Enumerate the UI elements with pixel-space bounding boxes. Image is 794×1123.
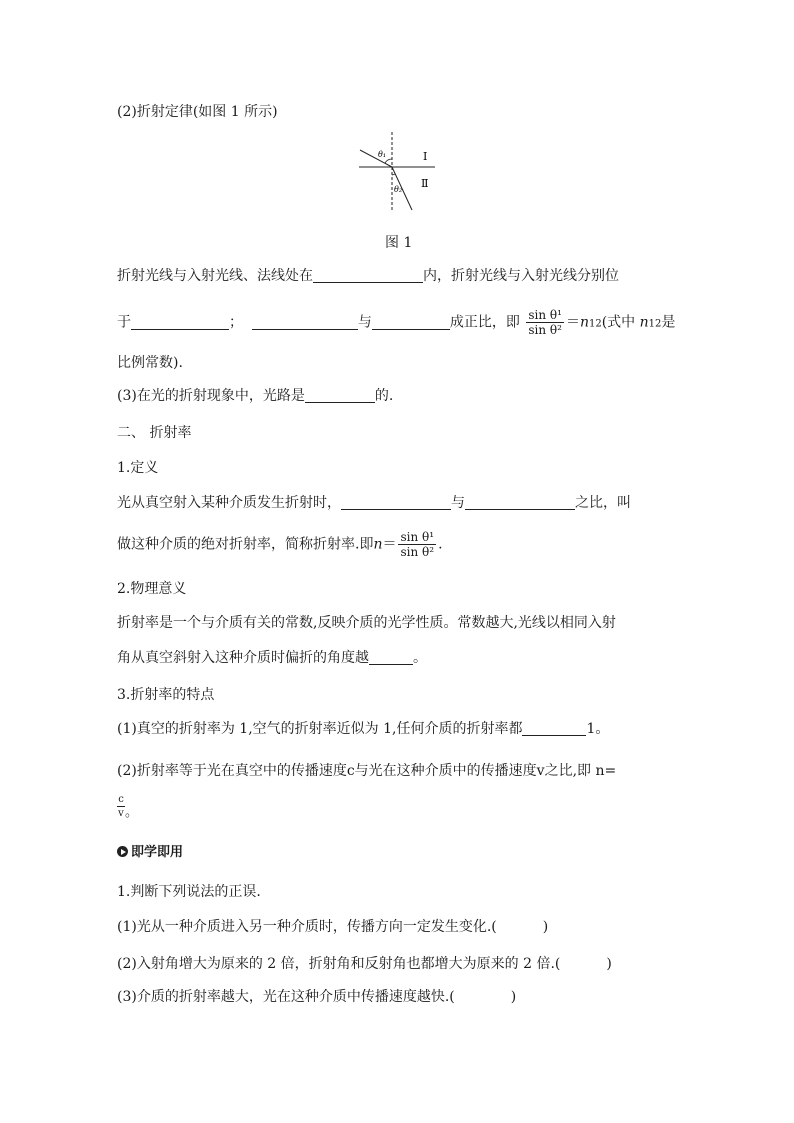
speed-ratio-period: 。 [125, 805, 139, 820]
question-2-close: ) [606, 956, 612, 972]
law-line-3: 比例常数). [117, 355, 183, 371]
fill-blank-greater-than[interactable] [522, 721, 586, 736]
figure-caption: 图 1 [385, 235, 413, 251]
fill-blank-sin-refracted[interactable] [372, 315, 450, 330]
practice-title: 即学即用 [131, 845, 184, 860]
play-circle-icon [117, 846, 128, 857]
law-line-2-where: (式中 [601, 314, 636, 331]
reversible-line [117, 387, 393, 405]
characteristic-1 [117, 720, 609, 738]
physical-meaning-line-2 [117, 649, 427, 667]
physical-meaning-line-2-text: 角从真空斜射入这种介质时偏折的角度越 [117, 650, 369, 666]
definition-numerator: sin θ¹ [400, 530, 435, 544]
snell-numerator: sin θ¹ [528, 308, 562, 322]
question-1-close: ) [542, 919, 549, 935]
n12-subscript-2: 12 [648, 318, 662, 330]
characteristic-2: (2)折射率等于光在真空中的传播速度c与光在这种介质中的传播速度v之比,即 n= [117, 763, 617, 779]
speed-ratio-fraction [117, 794, 138, 820]
law-line-2-semicolon: ； [229, 314, 243, 331]
law-line-1-text-a: 折射光线与入射光线、法线处在 [117, 268, 313, 284]
medium-2-label: Ⅱ [421, 177, 429, 190]
n12-symbol-2: n [639, 314, 649, 331]
n12-subscript: 12 [588, 318, 602, 330]
fill-blank-refraction-sine[interactable] [465, 495, 575, 510]
n12-symbol: n [579, 314, 589, 331]
law-line-2 [117, 308, 675, 338]
definition-line-1 [117, 494, 631, 512]
question-2-text: (2)入射角增大为原来的 2 倍，折射角和反射角也都增大为原来的 2 倍.( [117, 956, 561, 972]
fill-blank-sides[interactable] [131, 315, 229, 330]
definition-period: . [438, 536, 443, 553]
physical-meaning-title: 2.物理意义 [117, 581, 187, 597]
definition-line-2-text: 做这种介质的绝对折射率，简称折射率.即 [117, 536, 374, 553]
definition-line-1-and: 与 [451, 495, 465, 511]
characteristic-1-text: (1)真空的折射率为 1,空气的折射率近似为 1,任何介质的折射率都 [117, 721, 523, 737]
definition-equals: ＝ [382, 536, 397, 553]
definition-fraction [398, 530, 436, 559]
fill-blank-reversible[interactable] [305, 388, 375, 403]
law-line-2-equals: ＝ [565, 314, 580, 331]
question-3-close: ) [510, 989, 517, 1005]
snell-fraction [526, 308, 564, 337]
characteristics-title: 3.折射率的特点 [117, 687, 215, 703]
question-1-text: (1)光从一种介质进入另一种介质时，传播方向一定发生变化.( [117, 919, 497, 935]
fill-blank-incident-sine[interactable] [341, 495, 451, 510]
physical-meaning-line-1: 折射率是一个与介质有关的常数,反映介质的光学性质。常数越大,光线以相同入射 [117, 615, 616, 631]
definition-line-1-text-a: 光从真空射入某种介质发生折射时， [117, 495, 341, 511]
medium-1-label: Ⅰ [423, 150, 428, 163]
heading-refractive-index: 二、 折射率 [117, 425, 192, 441]
snell-denominator: sin θ² [528, 323, 562, 337]
theta1-label: θ₁ [378, 150, 387, 159]
law-line-2-is: 是 [661, 314, 676, 331]
definition-line-1-text-c: 之比，叫 [575, 495, 631, 511]
characteristic-1-end: 1。 [586, 721, 610, 737]
reversible-text-b: 的. [374, 388, 394, 404]
physical-meaning-line-2-end: 。 [413, 650, 427, 666]
definition-title: 1.定义 [117, 460, 159, 476]
fill-blank-sin-incident[interactable] [252, 315, 358, 330]
question-2 [117, 955, 612, 973]
law-line-1 [117, 267, 619, 285]
law-line-2-text-d: 成正比，即 [449, 314, 520, 331]
question-1 [117, 918, 548, 936]
definition-denominator: sin θ² [400, 545, 435, 559]
reversible-text-a: (3)在光的折射现象中，光路是 [117, 388, 305, 404]
speed-ratio-denominator: v [118, 808, 124, 819]
theta2-label: θ₂ [394, 185, 403, 194]
question-3-text: (3)介质的折射率越大，光在这种介质中传播速度越快.( [117, 989, 455, 1005]
question-intro: 1.判断下列说法的正误. [117, 884, 261, 900]
fill-blank-plane[interactable] [313, 268, 423, 283]
law-line-2-text-a: 于 [117, 314, 131, 331]
law-line-2-and: 与 [357, 314, 372, 331]
speed-ratio-numerator: c [118, 794, 124, 805]
section-refraction-law: (2)折射定律(如图 1 所示) [117, 104, 278, 120]
fill-blank-deflection[interactable] [369, 650, 413, 665]
question-3 [117, 988, 516, 1006]
n-symbol: n [373, 536, 383, 553]
practice-heading [117, 844, 183, 862]
refraction-diagram [355, 130, 445, 215]
law-line-1-text-b: 内，折射光线与入射光线分别位 [423, 268, 619, 284]
definition-line-2 [117, 530, 443, 559]
